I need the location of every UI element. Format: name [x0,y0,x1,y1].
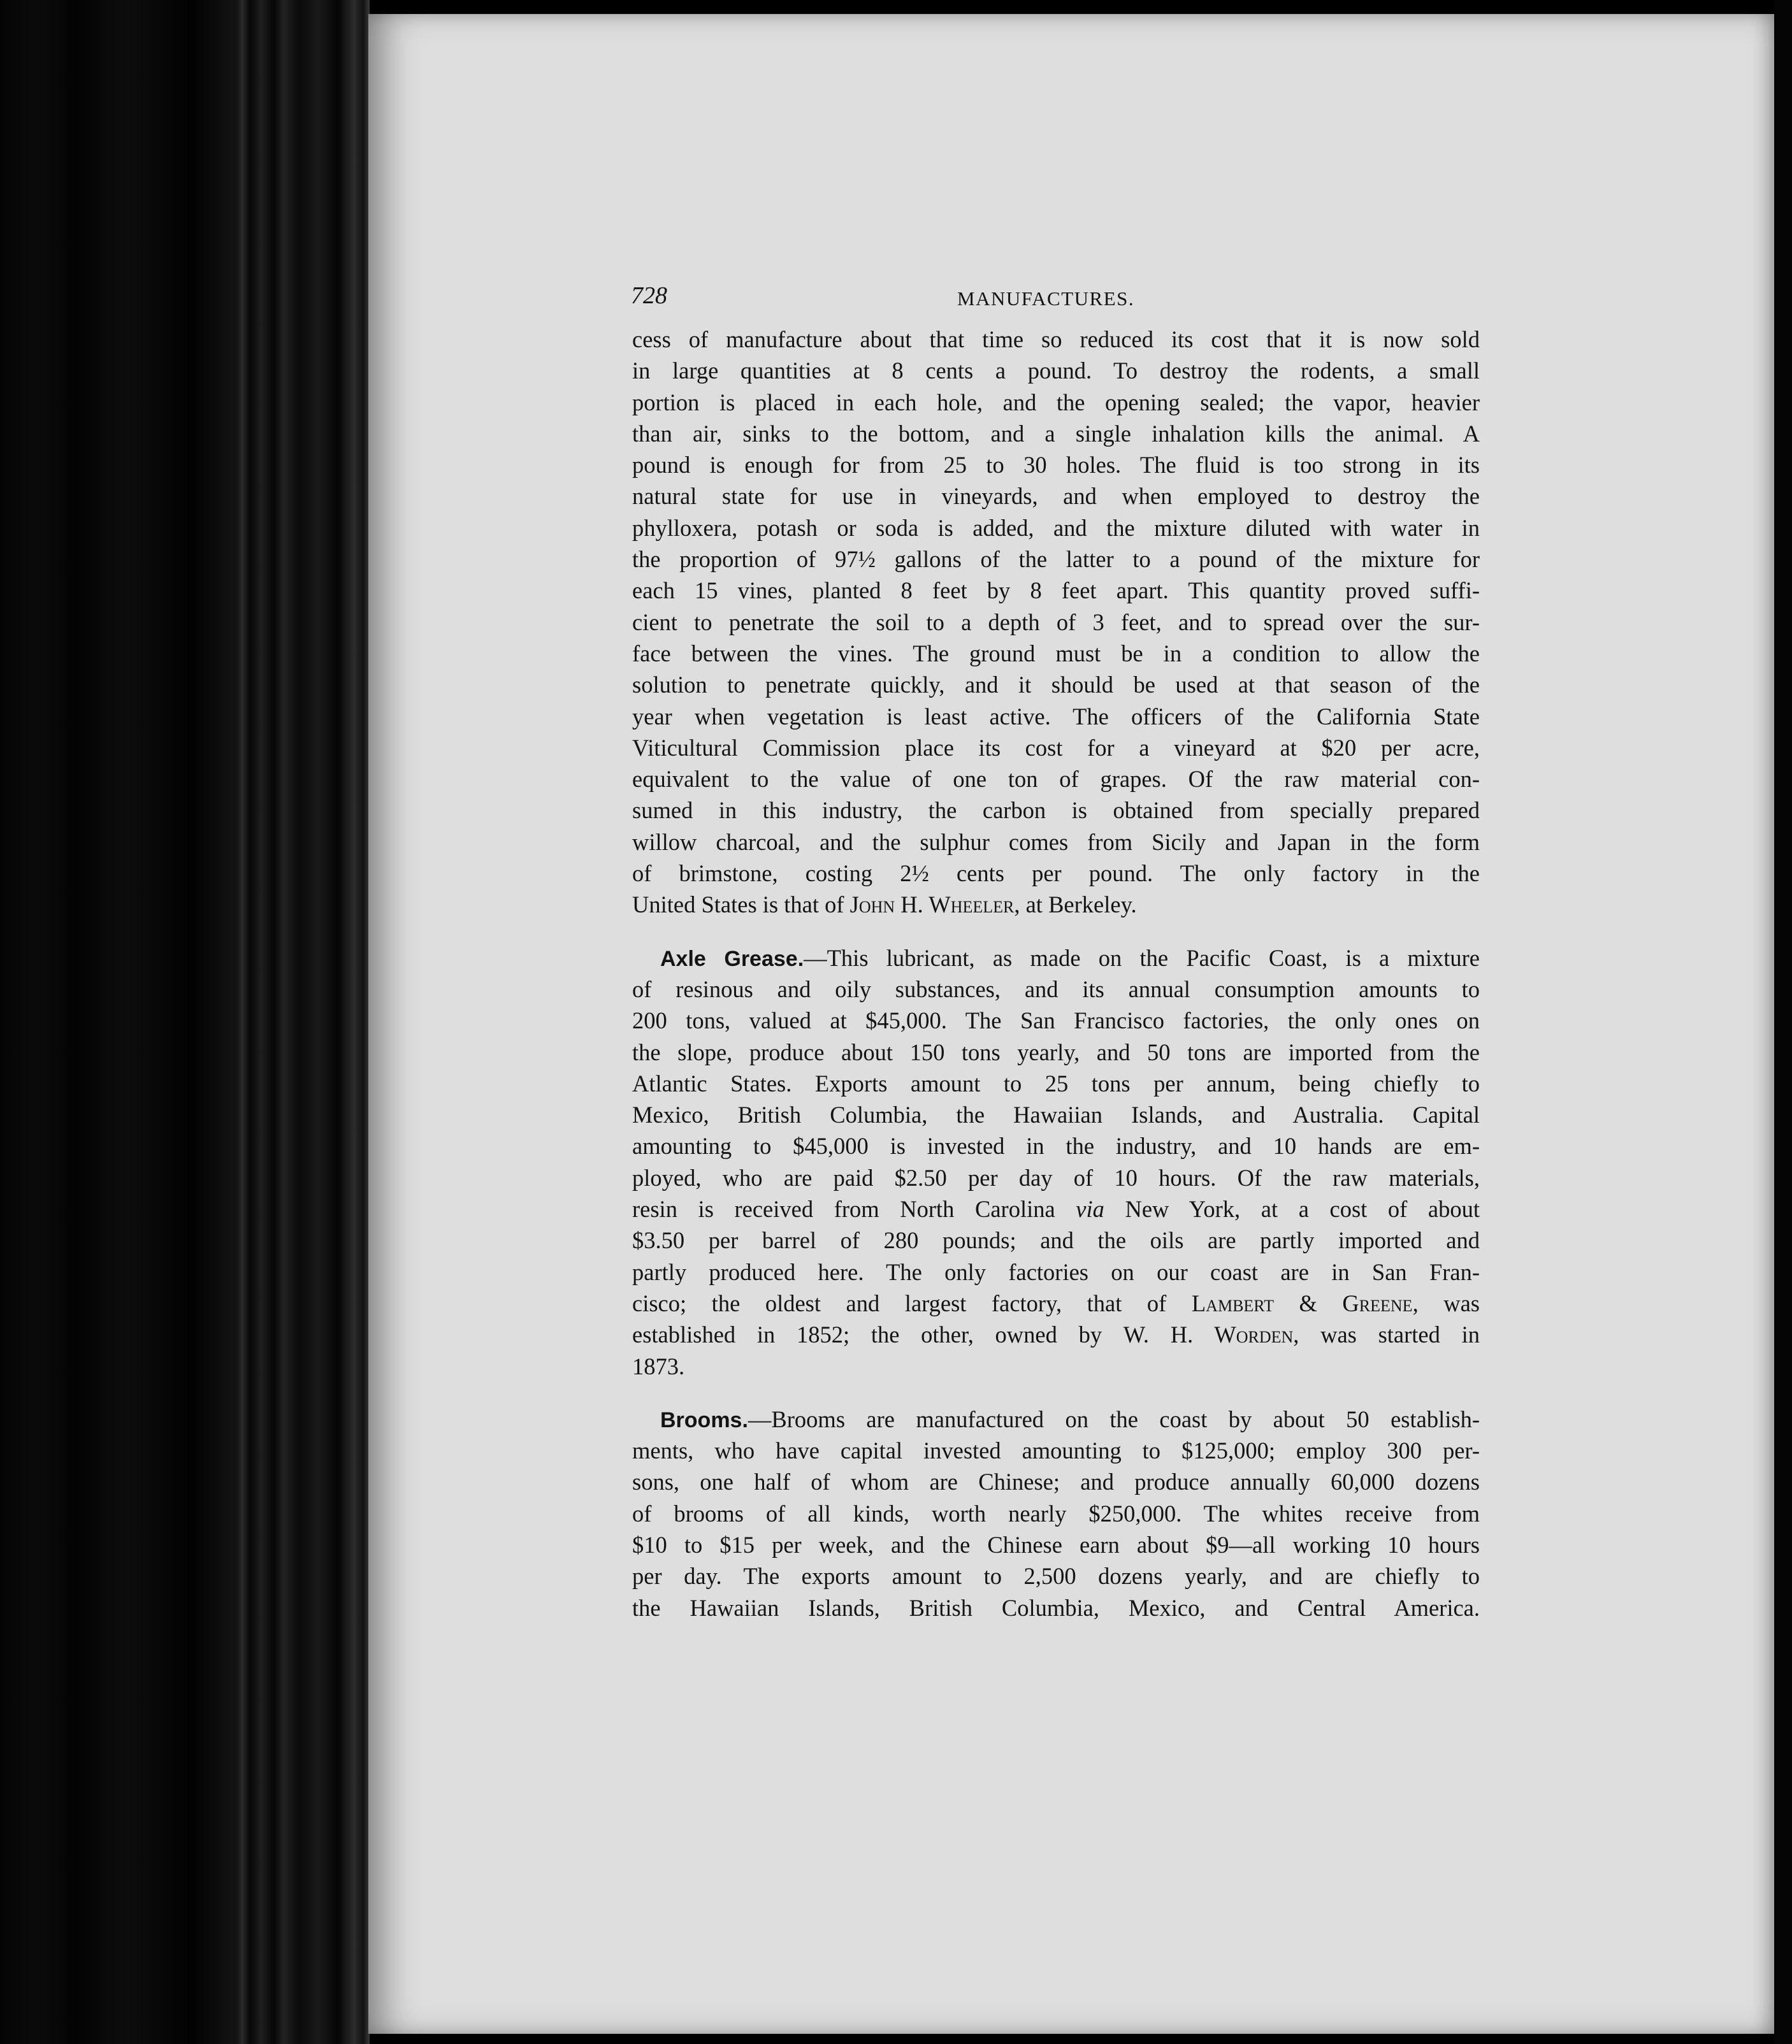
text-line [632,889,1480,920]
text-line: 1873. [632,1353,685,1379]
text-line: willow charcoal, and the sulphur comes from Sicily and Japan in the form [632,828,1480,855]
text-fragment: cisco; the oldest and largest factory, that of [632,1290,1192,1316]
text-line: Viticultural Commission place its cost for a vineyard at $20 per acre, [632,734,1480,761]
text-line: per day. The exports amount to 2,500 dozens yearly, and are chiefly to [632,1563,1480,1590]
text-fragment: , was [1412,1290,1480,1316]
text-line: solution to penetrate quickly, and it should be used at that season of the [632,672,1480,698]
text-line: $10 to $15 per week, and the Chinese earn about $9—all working 10 hours [632,1531,1480,1558]
text-line: 200 tons, valued at $45,000. The San Francisco factories, the only ones on [632,1007,1480,1034]
company-name: Lambert & Greene [1191,1290,1413,1316]
text-fragment: , was started in [1293,1321,1480,1348]
text-line: ments, who have capital invested amounting to $125,000; employ 300 per- [632,1437,1480,1464]
text-line [632,942,1480,974]
person-name: John H. Wheeler [849,891,1015,918]
page-number: 728 [631,282,667,309]
text-line: the Hawaiian Islands, British Columbia, Mexico, and Central America. [632,1594,1480,1621]
text-line: the proportion of 97½ gallons of the latter to a pound of the mixture for [632,546,1480,573]
text-line: Mexico, British Columbia, the Hawaiian Islands, and Australia. Capital [632,1102,1480,1128]
text-fragment: resin is received from North Carolina [632,1196,1076,1223]
text-line: the slope, produce about 150 tons yearly, and 50 tons are imported from the [632,1039,1480,1065]
text-line: sumed in this industry, the carbon is obtained from specially prepared [632,797,1480,824]
paragraph-axle-grease [632,942,1480,1382]
paragraph-carbon-bisulphide [632,324,1480,921]
text-line: each 15 vines, planted 8 feet by 8 feet apart. This quantity proved suffi- [632,577,1480,604]
text-line: amounting to $45,000 is invested in the industry, and 10 hands are em- [632,1133,1480,1160]
text-line [632,1193,1480,1225]
text-line: sons, one half of whom are Chinese; and produce annually 60,000 dozens [632,1469,1480,1495]
text-line: year when vegetation is least active. The officers of the California State [632,703,1480,730]
text-line: of brimstone, costing 2½ cents per pound. The only factory in the [632,860,1480,887]
text-line [632,1404,1480,1435]
text-line: natural state for use in vineyards, and when employed to destroy the [632,483,1480,510]
section-heading-axle-grease: Axle Grease. [660,946,804,971]
text-fragment: established in 1852; the other, owned by [632,1321,1124,1348]
text-line: of resinous and oily substances, and its annual consumption amounts to [632,975,1480,1002]
text-line: partly produced here. The only factories on our coast are in San Fran- [632,1258,1480,1285]
text-line: Atlantic States. Exports amount to 25 tons per annum, being chiefly to [632,1070,1480,1097]
text-fragment: New York, at a cost of about [1104,1196,1480,1223]
text-fragment: United States is that of [632,891,850,918]
text-line: pound is enough for from 25 to 30 holes. The fluid is too strong in its [632,452,1480,479]
text-line: equivalent to the value of one ton of grapes. Of the raw material con- [632,766,1480,793]
text-line: in large quantities at 8 cents a pound. To destroy the rodents, a small [632,357,1480,384]
text-line: than air, sinks to the bottom, and a single inhalation kills the animal. A [632,420,1480,447]
person-name: W. H. Worden [1123,1321,1294,1348]
book-binding [0,0,370,2044]
italic-word: via [1076,1196,1104,1223]
text-line: face between the vines. The ground must be in a condition to allow the [632,640,1480,666]
right-dark-edge [1774,0,1792,2044]
running-head [632,280,1480,319]
text-line [632,1288,1480,1319]
text-line: $3.50 per barrel of 280 pounds; and the oils are partly imported and [632,1227,1480,1254]
running-head-title: MANUFACTURES. [957,287,1135,310]
paragraph-brooms [632,1404,1480,1623]
text-fragment: —This lubricant, as made on the Pacific Coast, is a mixture [804,944,1480,971]
text-fragment: —Brooms are manufactured on the coast by about 50 establish- [748,1406,1480,1432]
section-heading-brooms: Brooms. [660,1407,748,1432]
text-line: cient to penetrate the soil to a depth of 3 feet, and to spread over the sur- [632,608,1480,635]
text-line: of brooms of all kinds, worth nearly $250,000. The whites receive from [632,1500,1480,1527]
text-fragment: , at Berkeley. [1014,891,1137,918]
text-line [632,1319,1480,1350]
text-line: phylloxera, potash or soda is added, and the mixture diluted with water in [632,514,1480,541]
text-line: portion is placed in each hole, and the opening sealed; the vapor, heavier [632,389,1480,415]
text-line: ployed, who are paid $2.50 per day of 10 hours. Of the raw materials, [632,1164,1480,1191]
text-line: cess of manufacture about that time so reduced its cost that it is now sold [632,326,1480,352]
page-text [632,280,1480,1623]
